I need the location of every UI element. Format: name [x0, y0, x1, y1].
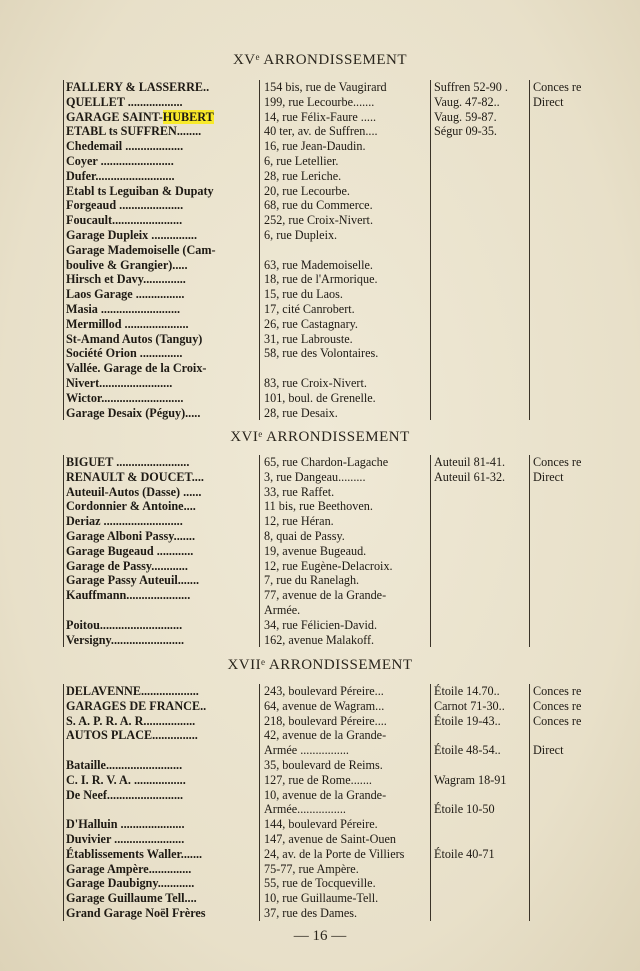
directory-row — [66, 559, 586, 574]
directory-row — [66, 684, 586, 699]
garage-phone: Auteuil 61-32. — [434, 469, 506, 484]
garage-name: Dufer.......................... — [66, 168, 175, 183]
garage-name: S. A. P. R. A. R................. — [66, 713, 196, 728]
garage-name: Masia .......................... — [66, 301, 181, 316]
garage-phone: Auteuil 81-41. — [434, 455, 506, 469]
garage-name: Garage Daubigny............ — [66, 876, 195, 891]
garage-address: 31, rue Labrouste. — [264, 331, 353, 346]
garage-name: ETABL ts SUFFREN........ — [66, 124, 202, 139]
garage-name: Forgeaud ..................... — [66, 198, 184, 213]
directory-row — [66, 618, 586, 633]
left-rule — [63, 80, 64, 420]
directory-row — [66, 198, 586, 213]
garage-name: Poitou........................... — [66, 617, 183, 632]
garage-name: Versigny........................ — [66, 632, 185, 647]
garage-phone: Étoile 10-50 — [434, 802, 495, 817]
garage-address: 10, rue Guillaume-Tell. — [264, 891, 379, 906]
garage-dealer-type: Direct — [533, 469, 564, 484]
garage-name: Garage Ampère.............. — [66, 861, 192, 876]
page-number: — 16 — — [293, 928, 347, 944]
garage-name: AUTOS PLACE............... — [66, 728, 198, 743]
garage-address: 17, cité Canrobert. — [264, 301, 355, 316]
directory-row — [66, 714, 586, 729]
directory-row — [66, 361, 586, 376]
garage-phone: Carnot 71-30.. — [434, 698, 505, 713]
garage-name: Auteuil-Autos (Dasse) ...... — [66, 484, 202, 499]
garage-address: 33, rue Raffet. — [264, 484, 335, 499]
garage-address: 26, rue Castagnary. — [264, 316, 358, 331]
garage-dealer-type: Conces re — [533, 684, 582, 698]
garage-dealer-type: Direct — [533, 743, 564, 758]
garage-name: Laos Garage ................ — [66, 287, 185, 302]
directory-row — [66, 346, 586, 361]
garage-phone: Wagram 18-91 — [434, 772, 507, 787]
garage-address: 64, avenue de Wagram... — [264, 698, 385, 713]
garage-phone: Étoile 40-71 — [434, 846, 495, 861]
garage-address: 154 bis, rue de Vaugirard — [264, 80, 387, 94]
garage-address: 34, rue Félicien-David. — [264, 617, 378, 632]
garage-address: 12, rue Héran. — [264, 514, 334, 529]
garage-name: Mermillod ..................... — [66, 316, 189, 331]
section-xvi-table — [66, 455, 586, 647]
directory-row — [66, 603, 586, 618]
garage-name: DELAVENNE................... — [66, 684, 199, 698]
garage-name: GARAGES DE FRANCE.. — [66, 698, 207, 713]
garage-name: Vallée. Garage de la Croix- — [66, 361, 207, 376]
garage-name: Garage Dupleix ............... — [66, 227, 198, 242]
garage-name: Wictor........................... — [66, 390, 184, 405]
directory-row — [66, 633, 586, 648]
garage-address: 12, rue Eugène-Delacroix. — [264, 558, 393, 573]
garage-name: Bataille......................... — [66, 757, 183, 772]
garage-name: BIGUET ........................ — [66, 455, 190, 469]
directory-row — [66, 184, 586, 199]
garage-phone: Étoile 14.70.. — [434, 684, 500, 698]
garage-address: 55, rue de Tocqueville. — [264, 876, 376, 891]
directory-row — [66, 832, 586, 847]
directory-row — [66, 847, 586, 862]
directory-row — [66, 243, 586, 258]
directory-row — [66, 470, 586, 485]
garage-name: Chedemail ................... — [66, 139, 184, 154]
garage-name: C. I. R. V. A. ................. — [66, 772, 186, 787]
directory-row — [66, 788, 586, 803]
directory-row — [66, 406, 586, 421]
directory-row — [66, 588, 586, 603]
directory-row — [66, 891, 586, 906]
garage-name: Société Orion .............. — [66, 346, 183, 361]
garage-address: 24, av. de la Porte de Villiers — [264, 846, 405, 861]
garage-address: 11 bis, rue Beethoven. — [264, 499, 373, 514]
garage-name: Deriaz .......................... — [66, 514, 183, 529]
garage-address: Armée................ — [264, 802, 346, 817]
garage-address: 83, rue Croix-Nivert. — [264, 375, 367, 390]
garage-phone: Suffren 52-90 . — [434, 80, 508, 94]
garage-name: Garage Mademoiselle (Cam- — [66, 242, 216, 257]
directory-row — [66, 228, 586, 243]
garage-address: 28, rue Desaix. — [264, 405, 338, 420]
directory-row — [66, 514, 586, 529]
garage-address: 58, rue des Volontaires. — [264, 346, 379, 361]
directory-row — [66, 287, 586, 302]
garage-address: 28, rue Leriche. — [264, 168, 342, 183]
garage-name: Coyer ........................ — [66, 153, 174, 168]
garage-address: 75-77, rue Ampère. — [264, 861, 359, 876]
garage-address: 19, avenue Bugeaud. — [264, 543, 367, 558]
directory-row — [66, 758, 586, 773]
garage-phone: Étoile 19-43.. — [434, 713, 501, 728]
directory-row — [66, 272, 586, 287]
directory-row — [66, 544, 586, 559]
garage-address: 63, rue Mademoiselle. — [264, 257, 373, 272]
garage-name: Garage Alboni Passy....... — [66, 528, 195, 543]
garage-dealer-type: Conces re — [533, 698, 582, 713]
garage-address: 162, avenue Malakoff. — [264, 632, 375, 647]
directory-row — [66, 302, 586, 317]
directory-row — [66, 802, 586, 817]
garage-name: Garage Desaix (Péguy)..... — [66, 405, 201, 420]
directory-row — [66, 862, 586, 877]
directory-row — [66, 154, 586, 169]
section-xvii-title: XVIIᵉ ARRONDISSEMENT — [227, 657, 413, 673]
garage-address: 16, rue Jean-Daudin. — [264, 139, 366, 154]
garage-name: St-Amand Autos (Tanguy) — [66, 331, 203, 346]
garage-name: Cordonnier & Antoine.... — [66, 499, 196, 514]
garage-address: 6, rue Letellier. — [264, 153, 339, 168]
garage-address: 14, rue Félix-Faure ..... — [264, 109, 377, 124]
garage-address: 40 ter, av. de Suffren.... — [264, 124, 378, 139]
garage-name: Kauffmann..................... — [66, 588, 191, 603]
garage-name: RENAULT & DOUCET.... — [66, 469, 204, 484]
directory-row — [66, 124, 586, 139]
garage-address: 218, boulevard Péreire.... — [264, 713, 387, 728]
garage-dealer-type: Direct — [533, 94, 564, 109]
directory-row — [66, 906, 586, 921]
garage-address: 127, rue de Rome....... — [264, 772, 372, 787]
garage-name: FALLERY & LASSERRE.. — [66, 80, 210, 94]
garage-address: 77, avenue de la Grande- — [264, 588, 387, 603]
garage-address: 252, rue Croix-Nivert. — [264, 213, 373, 228]
garage-name: Etabl ts Leguiban & Dupaty — [66, 183, 214, 198]
section-xv-title: XVᵉ ARRONDISSEMENT — [232, 52, 408, 68]
garage-dealer-type: Conces re — [533, 80, 582, 94]
garage-address: 15, rue du Laos. — [264, 287, 343, 302]
garage-address: 37, rue des Dames. — [264, 905, 358, 920]
section-xvii-table — [66, 684, 586, 921]
garage-name: Hirsch et Davy.............. — [66, 272, 186, 287]
left-rule — [63, 455, 64, 647]
directory-row — [66, 110, 586, 125]
directory-row — [66, 95, 586, 110]
garage-address: Armée ................ — [264, 743, 349, 758]
directory-row — [66, 773, 586, 788]
garage-name: Garage Passy Auteuil....... — [66, 573, 200, 588]
garage-name: Foucault....................... — [66, 213, 183, 228]
garage-name: Garage Guillaume Tell.... — [66, 891, 197, 906]
garage-name: Garage Bugeaud ............ — [66, 543, 194, 558]
garage-phone: Vaug. 47-82.. — [434, 94, 500, 109]
highlighted-text: HUBERT — [162, 109, 214, 124]
garage-name: Duvivier ....................... — [66, 831, 185, 846]
garage-name: Établissements Waller....... — [66, 846, 203, 861]
directory-row — [66, 499, 586, 514]
garage-name: QUELLET .................. — [66, 94, 183, 109]
garage-dealer-type: Conces re — [533, 455, 582, 469]
directory-row — [66, 485, 586, 500]
garage-name: boulive & Grangier)..... — [66, 257, 188, 272]
section-xvi-title: XVIᵉ ARRONDISSEMENT — [230, 429, 410, 445]
directory-row — [66, 139, 586, 154]
garage-name: Garage de Passy............ — [66, 558, 188, 573]
directory-row — [66, 376, 586, 391]
section-xv-table — [66, 80, 586, 420]
directory-row — [66, 876, 586, 891]
garage-address: 6, rue Dupleix. — [264, 227, 338, 242]
directory-row — [66, 529, 586, 544]
garage-name: GARAGE SAINT-HUBERT — [66, 109, 214, 124]
garage-name: Nivert........................ — [66, 375, 173, 390]
directory-row — [66, 573, 586, 588]
garage-address: 101, boul. de Grenelle. — [264, 390, 376, 405]
garage-address: 68, rue du Commerce. — [264, 198, 373, 213]
directory-row — [66, 80, 586, 95]
garage-phone: Étoile 48-54.. — [434, 743, 501, 758]
directory-row — [66, 699, 586, 714]
garage-phone: Ségur 09-35. — [434, 124, 497, 139]
directory-row — [66, 728, 586, 743]
directory-row — [66, 391, 586, 406]
garage-address: 20, rue Lecourbe. — [264, 183, 350, 198]
garage-address: Armée. — [264, 602, 301, 617]
directory-row — [66, 213, 586, 228]
garage-address: 7, rue du Ranelagh. — [264, 573, 360, 588]
garage-name: Grand Garage Noël Frères — [66, 905, 206, 920]
garage-phone: Vaug. 59-87. — [434, 109, 497, 124]
directory-row — [66, 258, 586, 273]
garage-address: 3, rue Dangeau......... — [264, 469, 366, 484]
directory-row — [66, 169, 586, 184]
garage-name: D'Halluin ..................... — [66, 817, 185, 832]
garage-address: 18, rue de l'Armorique. — [264, 272, 378, 287]
directory-row — [66, 743, 586, 758]
garage-address: 144, boulevard Péreire. — [264, 817, 378, 832]
directory-row — [66, 332, 586, 347]
directory-row — [66, 817, 586, 832]
directory-row — [66, 317, 586, 332]
directory-row — [66, 455, 586, 470]
left-rule — [63, 684, 64, 921]
garage-address: 35, boulevard de Reims. — [264, 757, 383, 772]
garage-address: 65, rue Chardon-Lagache — [264, 455, 389, 469]
garage-address: 199, rue Lecourbe....... — [264, 94, 375, 109]
garage-address: 8, quai de Passy. — [264, 528, 345, 543]
garage-address: 243, boulevard Péreire... — [264, 684, 384, 698]
garage-dealer-type: Conces re — [533, 713, 582, 728]
garage-name: De Neef......................... — [66, 787, 184, 802]
garage-address: 10, avenue de la Grande- — [264, 787, 387, 802]
garage-address: 42, avenue de la Grande- — [264, 728, 387, 743]
garage-address: 147, avenue de Saint-Ouen — [264, 831, 396, 846]
